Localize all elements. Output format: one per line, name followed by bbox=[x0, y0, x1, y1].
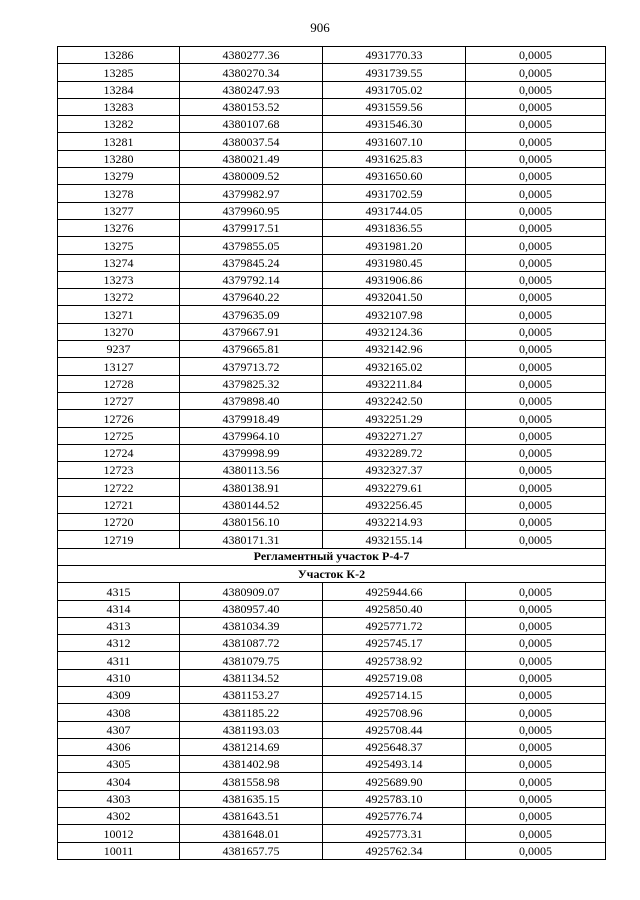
value-cell: 0,0005 bbox=[466, 306, 606, 323]
value-cell: 0,0005 bbox=[466, 773, 606, 790]
y-coordinate-cell: 4925776.74 bbox=[323, 808, 466, 825]
value-cell: 0,0005 bbox=[466, 635, 606, 652]
y-coordinate-cell: 4932327.37 bbox=[323, 462, 466, 479]
y-coordinate-cell: 4932124.36 bbox=[323, 323, 466, 340]
table-row bbox=[58, 686, 606, 703]
y-coordinate-cell: 4931607.10 bbox=[323, 133, 466, 150]
value-cell: 0,0005 bbox=[466, 790, 606, 807]
point-number-cell: 13271 bbox=[58, 306, 180, 323]
x-coordinate-cell: 4380909.07 bbox=[180, 583, 323, 600]
x-coordinate-cell: 4379792.14 bbox=[180, 271, 323, 288]
y-coordinate-cell: 4932279.61 bbox=[323, 479, 466, 496]
table-row bbox=[58, 271, 606, 288]
value-cell: 0,0005 bbox=[466, 600, 606, 617]
table-row bbox=[58, 704, 606, 721]
y-coordinate-cell: 4932155.14 bbox=[323, 531, 466, 548]
value-cell: 0,0005 bbox=[466, 686, 606, 703]
point-number-cell: 12725 bbox=[58, 427, 180, 444]
point-number-cell: 4302 bbox=[58, 808, 180, 825]
y-coordinate-cell: 4925719.08 bbox=[323, 669, 466, 686]
x-coordinate-cell: 4379825.32 bbox=[180, 375, 323, 392]
value-cell: 0,0005 bbox=[466, 462, 606, 479]
table-row bbox=[58, 514, 606, 531]
x-coordinate-cell: 4379982.97 bbox=[180, 185, 323, 202]
table-row bbox=[58, 81, 606, 98]
value-cell: 0,0005 bbox=[466, 150, 606, 167]
y-coordinate-cell: 4925493.14 bbox=[323, 756, 466, 773]
x-coordinate-cell: 4381648.01 bbox=[180, 825, 323, 842]
y-coordinate-cell: 4925771.72 bbox=[323, 617, 466, 634]
y-coordinate-cell: 4932214.93 bbox=[323, 514, 466, 531]
y-coordinate-cell: 4932242.50 bbox=[323, 392, 466, 409]
x-coordinate-cell: 4380277.36 bbox=[180, 47, 323, 64]
x-coordinate-cell: 4381402.98 bbox=[180, 756, 323, 773]
point-number-cell: 13272 bbox=[58, 289, 180, 306]
value-cell: 0,0005 bbox=[466, 444, 606, 461]
x-coordinate-cell: 4381185.22 bbox=[180, 704, 323, 721]
table-row bbox=[58, 617, 606, 634]
point-number-cell: 13281 bbox=[58, 133, 180, 150]
table-row bbox=[58, 237, 606, 254]
point-number-cell: 13278 bbox=[58, 185, 180, 202]
table-row bbox=[58, 323, 606, 340]
point-number-cell: 12724 bbox=[58, 444, 180, 461]
point-number-cell: 12720 bbox=[58, 514, 180, 531]
x-coordinate-cell: 4381134.52 bbox=[180, 669, 323, 686]
x-coordinate-cell: 4379713.72 bbox=[180, 358, 323, 375]
point-number-cell: 12719 bbox=[58, 531, 180, 548]
point-number-cell: 12728 bbox=[58, 375, 180, 392]
y-coordinate-cell: 4931770.33 bbox=[323, 47, 466, 64]
point-number-cell: 13127 bbox=[58, 358, 180, 375]
x-coordinate-cell: 4379917.51 bbox=[180, 219, 323, 236]
y-coordinate-cell: 4931650.60 bbox=[323, 168, 466, 185]
point-number-cell: 12722 bbox=[58, 479, 180, 496]
value-cell: 0,0005 bbox=[466, 98, 606, 115]
x-coordinate-cell: 4379960.95 bbox=[180, 202, 323, 219]
point-number-cell: 13273 bbox=[58, 271, 180, 288]
y-coordinate-cell: 4925714.15 bbox=[323, 686, 466, 703]
x-coordinate-cell: 4379635.09 bbox=[180, 306, 323, 323]
y-coordinate-cell: 4931625.83 bbox=[323, 150, 466, 167]
table-row bbox=[58, 254, 606, 271]
point-number-cell: 12727 bbox=[58, 392, 180, 409]
x-coordinate-cell: 4380957.40 bbox=[180, 600, 323, 617]
x-coordinate-cell: 4381657.75 bbox=[180, 842, 323, 859]
y-coordinate-cell: 4932256.45 bbox=[323, 496, 466, 513]
point-number-cell: 10011 bbox=[58, 842, 180, 859]
y-coordinate-cell: 4931744.05 bbox=[323, 202, 466, 219]
table-row bbox=[58, 98, 606, 115]
x-coordinate-cell: 4381034.39 bbox=[180, 617, 323, 634]
value-cell: 0,0005 bbox=[466, 219, 606, 236]
y-coordinate-cell: 4925783.10 bbox=[323, 790, 466, 807]
value-cell: 0,0005 bbox=[466, 808, 606, 825]
point-number-cell: 4308 bbox=[58, 704, 180, 721]
page-number: 906 bbox=[310, 20, 330, 35]
x-coordinate-cell: 4381635.15 bbox=[180, 790, 323, 807]
x-coordinate-cell: 4380009.52 bbox=[180, 168, 323, 185]
point-number-cell: 13280 bbox=[58, 150, 180, 167]
y-coordinate-cell: 4931980.45 bbox=[323, 254, 466, 271]
x-coordinate-cell: 4380270.34 bbox=[180, 64, 323, 81]
y-coordinate-cell: 4925944.66 bbox=[323, 583, 466, 600]
y-coordinate-cell: 4931836.55 bbox=[323, 219, 466, 236]
x-coordinate-cell: 4379640.22 bbox=[180, 289, 323, 306]
table-row bbox=[58, 427, 606, 444]
point-number-cell: 13282 bbox=[58, 116, 180, 133]
value-cell: 0,0005 bbox=[466, 756, 606, 773]
x-coordinate-cell: 4379898.40 bbox=[180, 392, 323, 409]
y-coordinate-cell: 4931906.86 bbox=[323, 271, 466, 288]
value-cell: 0,0005 bbox=[466, 81, 606, 98]
point-number-cell: 4309 bbox=[58, 686, 180, 703]
table-row bbox=[58, 341, 606, 358]
point-number-cell: 13275 bbox=[58, 237, 180, 254]
table-row bbox=[58, 790, 606, 807]
value-cell: 0,0005 bbox=[466, 496, 606, 513]
table-row bbox=[58, 635, 606, 652]
y-coordinate-cell: 4925762.34 bbox=[323, 842, 466, 859]
point-number-cell: 13276 bbox=[58, 219, 180, 236]
table-row bbox=[58, 202, 606, 219]
point-number-cell: 12721 bbox=[58, 496, 180, 513]
value-cell: 0,0005 bbox=[466, 341, 606, 358]
x-coordinate-cell: 4379667.91 bbox=[180, 323, 323, 340]
value-cell: 0,0005 bbox=[466, 652, 606, 669]
value-cell: 0,0005 bbox=[466, 427, 606, 444]
y-coordinate-cell: 4932165.02 bbox=[323, 358, 466, 375]
table-row bbox=[58, 392, 606, 409]
table-row bbox=[58, 306, 606, 323]
point-number-cell: 13285 bbox=[58, 64, 180, 81]
x-coordinate-cell: 4380037.54 bbox=[180, 133, 323, 150]
y-coordinate-cell: 4932142.96 bbox=[323, 341, 466, 358]
table-row bbox=[58, 721, 606, 738]
x-coordinate-cell: 4380113.56 bbox=[180, 462, 323, 479]
table-row bbox=[58, 358, 606, 375]
y-coordinate-cell: 4932107.98 bbox=[323, 306, 466, 323]
point-number-cell: 4313 bbox=[58, 617, 180, 634]
x-coordinate-cell: 4381214.69 bbox=[180, 738, 323, 755]
point-number-cell: 12726 bbox=[58, 410, 180, 427]
subsection-heading: Участок К-2 bbox=[58, 565, 606, 582]
point-number-cell: 10012 bbox=[58, 825, 180, 842]
table-row bbox=[58, 64, 606, 81]
y-coordinate-cell: 4931546.30 bbox=[323, 116, 466, 133]
table-row bbox=[58, 756, 606, 773]
value-cell: 0,0005 bbox=[466, 133, 606, 150]
section-heading-row bbox=[58, 548, 606, 565]
point-number-cell: 4310 bbox=[58, 669, 180, 686]
x-coordinate-cell: 4380156.10 bbox=[180, 514, 323, 531]
value-cell: 0,0005 bbox=[466, 237, 606, 254]
table-row bbox=[58, 47, 606, 64]
x-coordinate-cell: 4380247.93 bbox=[180, 81, 323, 98]
x-coordinate-cell: 4380144.52 bbox=[180, 496, 323, 513]
table-row bbox=[58, 600, 606, 617]
value-cell: 0,0005 bbox=[466, 531, 606, 548]
value-cell: 0,0005 bbox=[466, 704, 606, 721]
table-row bbox=[58, 150, 606, 167]
x-coordinate-cell: 4380153.52 bbox=[180, 98, 323, 115]
x-coordinate-cell: 4379665.81 bbox=[180, 341, 323, 358]
point-number-cell: 12723 bbox=[58, 462, 180, 479]
value-cell: 0,0005 bbox=[466, 825, 606, 842]
table-row bbox=[58, 116, 606, 133]
subsection-heading-row bbox=[58, 565, 606, 582]
value-cell: 0,0005 bbox=[466, 254, 606, 271]
y-coordinate-cell: 4932271.27 bbox=[323, 427, 466, 444]
x-coordinate-cell: 4381079.75 bbox=[180, 652, 323, 669]
table-row bbox=[58, 738, 606, 755]
x-coordinate-cell: 4380138.91 bbox=[180, 479, 323, 496]
point-number-cell: 9237 bbox=[58, 341, 180, 358]
point-number-cell: 4315 bbox=[58, 583, 180, 600]
x-coordinate-cell: 4379855.05 bbox=[180, 237, 323, 254]
value-cell: 0,0005 bbox=[466, 392, 606, 409]
y-coordinate-cell: 4925773.31 bbox=[323, 825, 466, 842]
x-coordinate-cell: 4379845.24 bbox=[180, 254, 323, 271]
table-row bbox=[58, 289, 606, 306]
point-number-cell: 13284 bbox=[58, 81, 180, 98]
x-coordinate-cell: 4381153.27 bbox=[180, 686, 323, 703]
y-coordinate-cell: 4932289.72 bbox=[323, 444, 466, 461]
table-row bbox=[58, 808, 606, 825]
table-row bbox=[58, 652, 606, 669]
table-row bbox=[58, 410, 606, 427]
point-number-cell: 13286 bbox=[58, 47, 180, 64]
point-number-cell: 4305 bbox=[58, 756, 180, 773]
y-coordinate-cell: 4925745.17 bbox=[323, 635, 466, 652]
point-number-cell: 4312 bbox=[58, 635, 180, 652]
x-coordinate-cell: 4380171.31 bbox=[180, 531, 323, 548]
table-row bbox=[58, 444, 606, 461]
value-cell: 0,0005 bbox=[466, 514, 606, 531]
y-coordinate-cell: 4931702.59 bbox=[323, 185, 466, 202]
x-coordinate-cell: 4379964.10 bbox=[180, 427, 323, 444]
value-cell: 0,0005 bbox=[466, 583, 606, 600]
table-row bbox=[58, 773, 606, 790]
point-number-cell: 4304 bbox=[58, 773, 180, 790]
value-cell: 0,0005 bbox=[466, 617, 606, 634]
value-cell: 0,0005 bbox=[466, 116, 606, 133]
table-row bbox=[58, 185, 606, 202]
y-coordinate-cell: 4931705.02 bbox=[323, 81, 466, 98]
value-cell: 0,0005 bbox=[466, 358, 606, 375]
coordinates-table bbox=[57, 46, 606, 860]
table-row bbox=[58, 583, 606, 600]
y-coordinate-cell: 4932251.29 bbox=[323, 410, 466, 427]
point-number-cell: 4307 bbox=[58, 721, 180, 738]
point-number-cell: 13270 bbox=[58, 323, 180, 340]
value-cell: 0,0005 bbox=[466, 47, 606, 64]
section-heading: Регламентный участок Р-4-7 bbox=[58, 548, 606, 565]
point-number-cell: 4306 bbox=[58, 738, 180, 755]
point-number-cell: 13279 bbox=[58, 168, 180, 185]
point-number-cell: 13283 bbox=[58, 98, 180, 115]
y-coordinate-cell: 4932211.84 bbox=[323, 375, 466, 392]
value-cell: 0,0005 bbox=[466, 271, 606, 288]
value-cell: 0,0005 bbox=[466, 168, 606, 185]
y-coordinate-cell: 4925738.92 bbox=[323, 652, 466, 669]
value-cell: 0,0005 bbox=[466, 323, 606, 340]
value-cell: 0,0005 bbox=[466, 721, 606, 738]
x-coordinate-cell: 4381643.51 bbox=[180, 808, 323, 825]
value-cell: 0,0005 bbox=[466, 738, 606, 755]
table-row bbox=[58, 496, 606, 513]
x-coordinate-cell: 4381087.72 bbox=[180, 635, 323, 652]
point-number-cell: 13277 bbox=[58, 202, 180, 219]
x-coordinate-cell: 4379918.49 bbox=[180, 410, 323, 427]
x-coordinate-cell: 4380107.68 bbox=[180, 116, 323, 133]
table-row bbox=[58, 219, 606, 236]
table-row bbox=[58, 462, 606, 479]
y-coordinate-cell: 4932041.50 bbox=[323, 289, 466, 306]
table-row bbox=[58, 825, 606, 842]
value-cell: 0,0005 bbox=[466, 289, 606, 306]
table-row bbox=[58, 842, 606, 859]
point-number-cell: 4314 bbox=[58, 600, 180, 617]
table-row bbox=[58, 479, 606, 496]
point-number-cell: 4311 bbox=[58, 652, 180, 669]
x-coordinate-cell: 4379998.99 bbox=[180, 444, 323, 461]
table-row bbox=[58, 375, 606, 392]
y-coordinate-cell: 4931981.20 bbox=[323, 237, 466, 254]
x-coordinate-cell: 4381558.98 bbox=[180, 773, 323, 790]
x-coordinate-cell: 4380021.49 bbox=[180, 150, 323, 167]
y-coordinate-cell: 4925708.96 bbox=[323, 704, 466, 721]
value-cell: 0,0005 bbox=[466, 842, 606, 859]
y-coordinate-cell: 4931559.56 bbox=[323, 98, 466, 115]
point-number-cell: 4303 bbox=[58, 790, 180, 807]
value-cell: 0,0005 bbox=[466, 185, 606, 202]
value-cell: 0,0005 bbox=[466, 669, 606, 686]
y-coordinate-cell: 4925708.44 bbox=[323, 721, 466, 738]
table-row bbox=[58, 133, 606, 150]
table-row bbox=[58, 531, 606, 548]
table-row bbox=[58, 669, 606, 686]
y-coordinate-cell: 4931739.55 bbox=[323, 64, 466, 81]
x-coordinate-cell: 4381193.03 bbox=[180, 721, 323, 738]
value-cell: 0,0005 bbox=[466, 202, 606, 219]
y-coordinate-cell: 4925850.40 bbox=[323, 600, 466, 617]
value-cell: 0,0005 bbox=[466, 64, 606, 81]
value-cell: 0,0005 bbox=[466, 479, 606, 496]
y-coordinate-cell: 4925648.37 bbox=[323, 738, 466, 755]
table-row bbox=[58, 168, 606, 185]
value-cell: 0,0005 bbox=[466, 375, 606, 392]
point-number-cell: 13274 bbox=[58, 254, 180, 271]
value-cell: 0,0005 bbox=[466, 410, 606, 427]
y-coordinate-cell: 4925689.90 bbox=[323, 773, 466, 790]
